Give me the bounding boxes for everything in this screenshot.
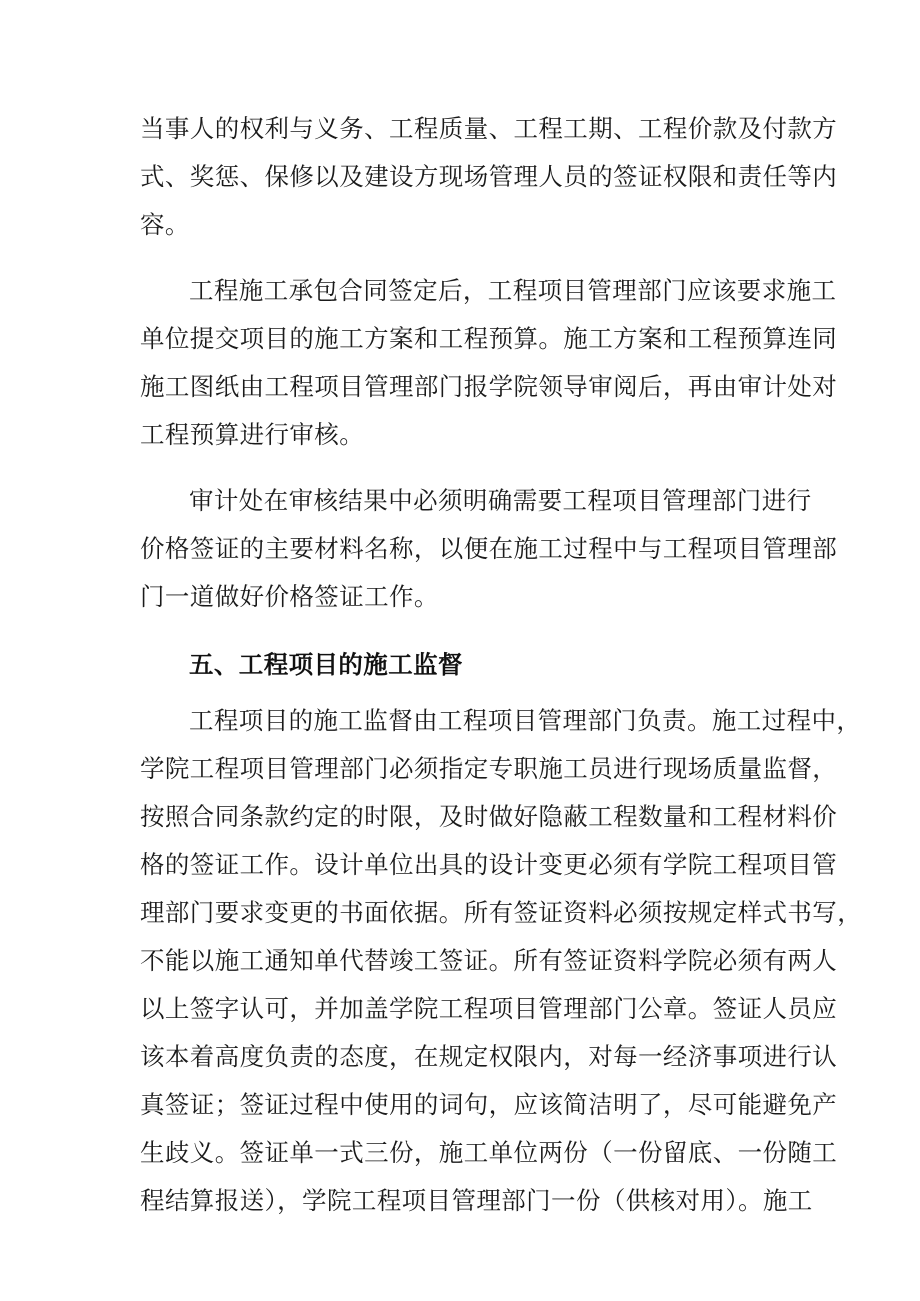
text-line: 门一道做好价格签证工作。 [140, 582, 439, 611]
text-line: 不能以施工通知单代替竣工签证。所有签证资料学院必须有两人 [140, 946, 838, 975]
text-line: 工程施工承包合同签定后，工程项目管理部门应该要求施工 [189, 276, 837, 305]
text-line: 工程预算进行审核。 [140, 420, 365, 449]
text-line: 学院工程项目管理部门必须指定专职施工员进行现场质量监督， [140, 754, 838, 783]
text-line: 生歧义。签证单一式三份，施工单位两份（一份留底、一份随工 [140, 1138, 838, 1167]
text-line: 审计处在审核结果中必须明确需要工程项目管理部门进行 [189, 486, 812, 515]
text-line: 以上签字认可，并加盖学院工程项目管理部门公章。签证人员应 [140, 994, 838, 1023]
text-line: 容。 [140, 210, 190, 239]
document-body [140, 105, 863, 1225]
text-line: 理部门要求变更的书面依据。所有签证资料必须按规定样式书写， [140, 898, 863, 927]
text-line: 当事人的权利与义务、工程质量、工程工期、工程价款及付款方 [140, 114, 838, 143]
text-line: 格的签证工作。设计单位出具的设计变更必须有学院工程项目管 [140, 850, 838, 879]
paragraph-3 [140, 477, 838, 621]
text-line: 价格签证的主要材料名称，以便在施工过程中与工程项目管理部 [140, 534, 838, 563]
text-line: 该本着高度负责的态度，在规定权限内，对每一经济事项进行认 [140, 1042, 838, 1071]
text-line: 真签证；签证过程中使用的词句，应该简洁明了，尽可能避免产 [140, 1090, 838, 1119]
section-paragraph [140, 697, 863, 1225]
text-line: 工程项目的施工监督由工程项目管理部门负责。施工过程中， [189, 706, 862, 735]
text-line: 程结算报送），学院工程项目管理部门一份（供核对用）。施工 [140, 1186, 813, 1215]
text-line: 单位提交项目的施工方案和工程预算。施工方案和工程预算连同 [140, 324, 838, 353]
text-line: 式、奖惩、保修以及建设方现场管理人员的签证权限和责任等内 [140, 162, 838, 191]
paragraph-1 [140, 105, 838, 249]
text-line: 施工图纸由工程项目管理部门报学院领导审阅后，再由审计处对 [140, 372, 838, 401]
section-heading: 五、工程项目的施工监督 [189, 650, 463, 679]
paragraph-2 [140, 267, 838, 459]
text-line: 按照合同条款约定的时限，及时做好隐蔽工程数量和工程材料价 [140, 802, 838, 831]
